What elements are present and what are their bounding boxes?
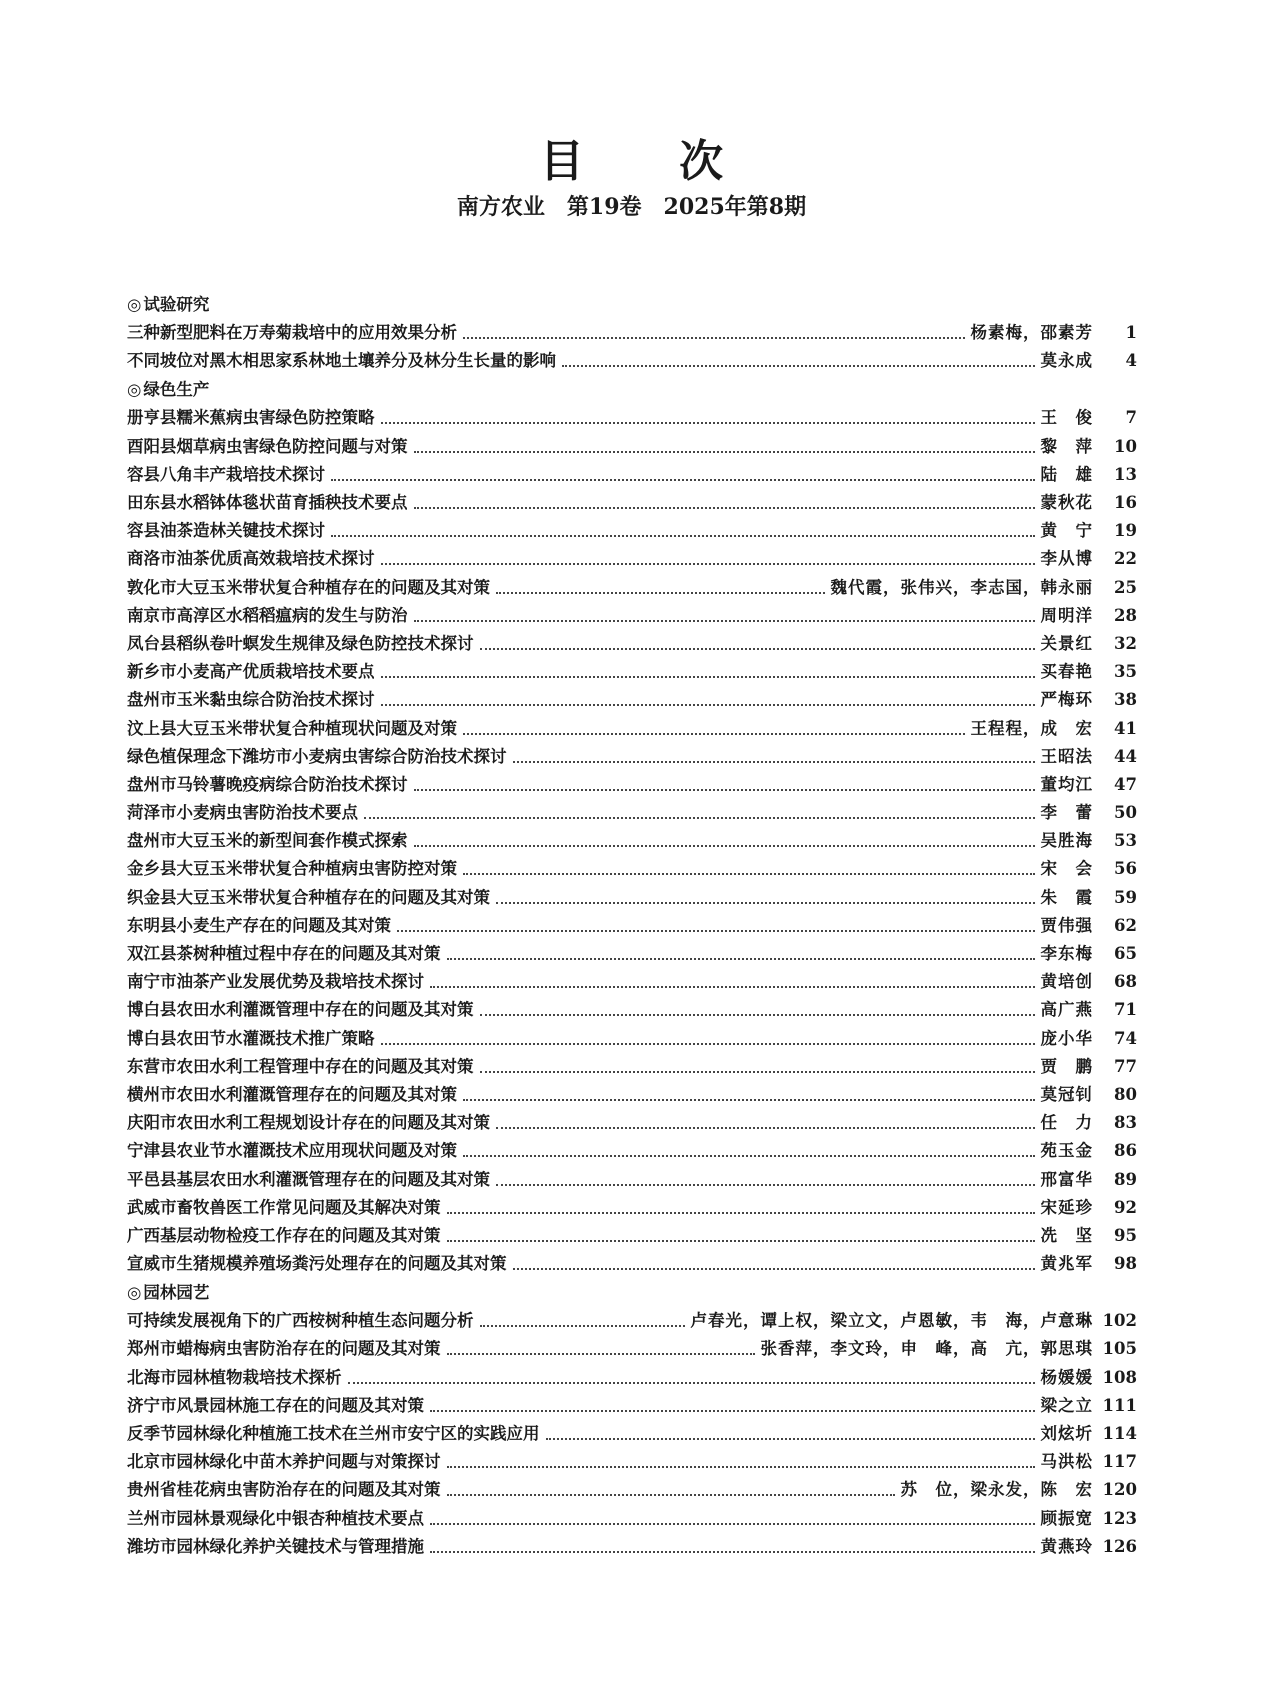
dot-leader	[463, 873, 1035, 875]
article-authors: 杨媛媛	[1040, 1367, 1093, 1387]
dot-leader	[381, 422, 1035, 424]
article-title: 菏泽市小麦病虫害防治技术要点	[127, 803, 358, 823]
article-authors: 黄 宁	[1040, 521, 1093, 541]
article-authors: 魏代霞，张伟兴，李志国，韩永丽	[830, 577, 1093, 597]
article-title: 庆阳市农田水利工程规划设计存在的问题及其对策	[127, 1113, 490, 1133]
page-number: 4	[1125, 351, 1137, 371]
article-authors: 苏 位，梁永发，陈 宏	[900, 1480, 1093, 1500]
article-title: 三种新型肥料在万寿菊栽培中的应用效果分析	[127, 323, 457, 343]
article-authors: 陆 雄	[1040, 464, 1093, 484]
toc-entry[interactable]	[127, 912, 1137, 940]
article-authors: 宋延珍	[1040, 1197, 1093, 1217]
article-authors: 周明洋	[1040, 605, 1093, 625]
table-of-contents	[127, 290, 1137, 1561]
page-number: 89	[1114, 1169, 1137, 1189]
page-number: 105	[1102, 1339, 1137, 1359]
dot-leader	[463, 1099, 1035, 1101]
article-authors: 莫冠钊	[1040, 1084, 1093, 1104]
article-authors: 黎 萍	[1040, 436, 1093, 456]
toc-entry[interactable]	[127, 1505, 1137, 1533]
article-authors: 冼 坚	[1040, 1225, 1093, 1245]
dot-leader	[397, 930, 1035, 932]
article-title: 北京市园林绿化中苗木养护问题与对策探讨	[127, 1452, 441, 1472]
page-number: 59	[1114, 887, 1137, 907]
toc-entry[interactable]	[127, 771, 1137, 799]
article-title: 容县油茶造林关键技术探讨	[127, 521, 325, 541]
toc-entry[interactable]	[127, 1420, 1137, 1448]
page-number: 80	[1114, 1084, 1137, 1104]
page-number: 71	[1114, 1000, 1137, 1020]
dot-leader	[480, 1325, 685, 1327]
article-authors: 黄培创	[1040, 972, 1093, 992]
dot-leader	[463, 733, 965, 735]
page-number: 16	[1114, 493, 1137, 513]
page-number: 56	[1114, 859, 1137, 879]
article-title: 新乡市小麦高产优质栽培技术要点	[127, 662, 375, 682]
toc-entry[interactable]	[127, 1335, 1137, 1363]
article-authors: 庞小华	[1040, 1028, 1093, 1048]
dot-leader	[430, 1551, 1035, 1553]
toc-entry[interactable]	[127, 319, 1137, 347]
dot-leader	[331, 535, 1035, 537]
dot-leader	[496, 902, 1035, 904]
toc-entry[interactable]	[127, 996, 1137, 1024]
article-title: 绿色植保理念下潍坊市小麦病虫害综合防治技术探讨	[127, 746, 507, 766]
section-marker-icon: ◎	[127, 380, 142, 400]
toc-entry[interactable]	[127, 1194, 1137, 1222]
toc-entry[interactable]	[127, 1448, 1137, 1476]
article-authors: 蒙秋花	[1040, 493, 1093, 513]
article-title: 贵州省桂花病虫害防治存在的问题及其对策	[127, 1480, 441, 1500]
article-authors: 严梅环	[1040, 690, 1093, 710]
article-title: 盘州市玉米黏虫综合防治技术探讨	[127, 690, 375, 710]
article-authors: 王 俊	[1040, 408, 1093, 428]
dot-leader	[513, 1268, 1035, 1270]
dot-leader	[381, 704, 1035, 706]
dot-leader	[496, 592, 825, 594]
toc-entry[interactable]	[127, 827, 1137, 855]
article-title: 平邑县基层农田水利灌溉管理存在的问题及其对策	[127, 1169, 490, 1189]
article-authors: 顾振宽	[1040, 1508, 1093, 1528]
dot-leader	[414, 845, 1035, 847]
section-heading-label: 绿色生产	[143, 380, 210, 400]
toc-entry[interactable]	[127, 1307, 1137, 1335]
article-title: 容县八角丰产栽培技术探讨	[127, 464, 325, 484]
article-title: 北海市园林植物栽培技术探析	[127, 1367, 342, 1387]
article-title: 武威市畜牧兽医工作常见问题及其解决对策	[127, 1197, 441, 1217]
page-number: 111	[1102, 1395, 1137, 1415]
toc-entry[interactable]	[127, 1476, 1137, 1504]
article-authors: 梁之立	[1040, 1395, 1093, 1415]
article-authors: 朱 霞	[1040, 887, 1093, 907]
page-number: 44	[1114, 746, 1137, 766]
article-authors: 李 蕾	[1040, 803, 1093, 823]
page-number: 62	[1114, 915, 1137, 935]
dot-leader	[480, 648, 1035, 650]
article-title: 宣威市生猪规模养殖场粪污处理存在的问题及其对策	[127, 1254, 507, 1274]
dot-leader	[447, 958, 1035, 960]
dot-leader	[447, 1494, 895, 1496]
dot-leader	[447, 1353, 755, 1355]
article-title: 济宁市风景园林施工存在的问题及其对策	[127, 1395, 424, 1415]
page-number: 50	[1114, 803, 1137, 823]
dot-leader	[447, 1466, 1035, 1468]
article-title: 兰州市园林景观绿化中银杏种植技术要点	[127, 1508, 424, 1528]
toc-entry[interactable]	[127, 574, 1137, 602]
dot-leader	[496, 1127, 1035, 1129]
page-number: 25	[1114, 577, 1137, 597]
article-authors: 王程程，成 宏	[970, 718, 1093, 738]
toc-entry[interactable]	[127, 461, 1137, 489]
article-title: 织金县大豆玉米带状复合种植存在的问题及其对策	[127, 887, 490, 907]
page-number: 98	[1114, 1254, 1137, 1274]
dot-leader	[381, 563, 1035, 565]
article-authors: 马洪松	[1040, 1452, 1093, 1472]
article-title: 博白县农田水利灌溉管理中存在的问题及其对策	[127, 1000, 474, 1020]
section-marker-icon: ◎	[127, 1283, 142, 1303]
section-heading	[127, 291, 1137, 319]
dot-leader	[348, 1382, 1035, 1384]
article-authors: 李从博	[1040, 549, 1093, 569]
page-number: 19	[1114, 521, 1137, 541]
dot-leader	[447, 1240, 1035, 1242]
page-number: 126	[1102, 1536, 1137, 1556]
article-authors: 邢富华	[1040, 1169, 1093, 1189]
article-title: 盘州市马铃薯晚疫病综合防治技术探讨	[127, 774, 408, 794]
page-number: 123	[1102, 1508, 1137, 1528]
toc-entry[interactable]	[127, 1081, 1137, 1109]
article-title: 反季节园林绿化种植施工技术在兰州市安宁区的实践应用	[127, 1424, 540, 1444]
page-number: 7	[1125, 408, 1137, 428]
toc-entry[interactable]	[127, 1053, 1137, 1081]
page-number: 13	[1114, 464, 1137, 484]
page-number: 10	[1114, 436, 1137, 456]
page-number: 28	[1114, 605, 1137, 625]
article-title: 广西基层动物检疫工作存在的问题及其对策	[127, 1225, 441, 1245]
article-title: 凤台县稻纵卷叶螟发生规律及绿色防控技术探讨	[127, 633, 474, 653]
article-title: 东营市农田水利工程管理中存在的问题及其对策	[127, 1056, 474, 1076]
dot-leader	[381, 1043, 1035, 1045]
toc-entry[interactable]	[127, 347, 1137, 375]
article-title: 双江县茶树种植过程中存在的问题及其对策	[127, 944, 441, 964]
article-authors: 王昭法	[1040, 746, 1093, 766]
article-authors: 董均江	[1040, 774, 1093, 794]
toc-entry[interactable]	[127, 1364, 1137, 1392]
toc-entry[interactable]	[127, 1165, 1137, 1193]
toc-entry[interactable]	[127, 743, 1137, 771]
dot-leader	[513, 761, 1035, 763]
section-heading-label: 园林园艺	[143, 1283, 210, 1303]
dot-leader	[414, 789, 1035, 791]
toc-entry[interactable]	[127, 1137, 1137, 1165]
toc-entry[interactable]	[127, 1392, 1137, 1420]
section-heading	[127, 376, 1137, 404]
article-authors: 张香萍，李文玲，申 峰，高 亢，郭思琪	[760, 1339, 1093, 1359]
dot-leader	[414, 620, 1035, 622]
page-number: 22	[1114, 549, 1137, 569]
article-authors: 苑玉金	[1040, 1141, 1093, 1161]
article-authors: 卢春光，谭上权，梁立文，卢恩敏，韦 海，卢意琳	[690, 1311, 1093, 1331]
page-number: 53	[1114, 831, 1137, 851]
article-title: 敦化市大豆玉米带状复合种植存在的问题及其对策	[127, 577, 490, 597]
page-number: 117	[1102, 1452, 1137, 1472]
article-title: 金乡县大豆玉米带状复合种植病虫害防控对策	[127, 859, 457, 879]
page-number: 74	[1114, 1028, 1137, 1048]
toc-entry[interactable]	[127, 714, 1137, 742]
dot-leader	[480, 1014, 1035, 1016]
section-heading	[127, 1279, 1137, 1307]
journal-issue-subtitle: 南方农业 第19卷 2025年第8期	[456, 194, 807, 220]
page-number: 1	[1125, 323, 1137, 343]
article-title: 可持续发展视角下的广西桉树种植生态问题分析	[127, 1311, 474, 1331]
dot-leader	[364, 817, 1035, 819]
page-number: 68	[1114, 972, 1137, 992]
article-title: 东明县小麦生产存在的问题及其对策	[127, 915, 391, 935]
page-number: 108	[1102, 1367, 1137, 1387]
toc-entry[interactable]	[127, 602, 1137, 630]
article-title: 册亨县糯米蕉病虫害绿色防控策略	[127, 408, 375, 428]
article-authors: 黄燕玲	[1040, 1536, 1093, 1556]
dot-leader	[414, 451, 1035, 453]
dot-leader	[463, 337, 965, 339]
article-authors: 黄兆军	[1040, 1254, 1093, 1274]
article-authors: 高广燕	[1040, 1000, 1093, 1020]
dot-leader	[430, 1410, 1035, 1412]
article-title: 南宁市油茶产业发展优势及栽培技术探讨	[127, 972, 424, 992]
dot-leader	[381, 676, 1035, 678]
toc-entry[interactable]	[127, 404, 1137, 432]
dot-leader	[562, 365, 1035, 367]
article-title: 南京市高淳区水稻稻瘟病的发生与防治	[127, 605, 408, 625]
page-number: 47	[1114, 774, 1137, 794]
dot-leader	[430, 986, 1035, 988]
toc-entry[interactable]	[127, 630, 1137, 658]
article-title: 潍坊市园林绿化养护关键技术与管理措施	[127, 1536, 424, 1556]
article-authors: 贾 鹏	[1040, 1056, 1093, 1076]
toc-entry[interactable]	[127, 799, 1137, 827]
article-title: 酉阳县烟草病虫害绿色防控问题与对策	[127, 436, 408, 456]
article-title: 郑州市蜡梅病虫害防治存在的问题及其对策	[127, 1339, 441, 1359]
article-authors: 刘炫圻	[1040, 1424, 1093, 1444]
section-marker-icon: ◎	[127, 295, 142, 314]
dot-leader	[546, 1438, 1035, 1440]
dot-leader	[496, 1184, 1035, 1186]
section-heading-label: 试验研究	[143, 295, 210, 314]
article-title: 田东县水稻钵体毯状苗育插秧技术要点	[127, 493, 408, 513]
page-number: 95	[1114, 1225, 1137, 1245]
toc-entry[interactable]	[127, 658, 1137, 686]
dot-leader	[480, 1071, 1035, 1073]
toc-entry[interactable]	[127, 545, 1137, 573]
page-number: 120	[1102, 1480, 1137, 1500]
page-number: 83	[1114, 1113, 1137, 1133]
article-authors: 李东梅	[1040, 944, 1093, 964]
article-authors: 杨素梅，邵素芳	[970, 323, 1093, 343]
page-number: 92	[1114, 1197, 1137, 1217]
article-title: 盘州市大豆玉米的新型间套作模式探索	[127, 831, 408, 851]
dot-leader	[463, 1155, 1035, 1157]
toc-entry[interactable]	[127, 884, 1137, 912]
toc-entry[interactable]	[127, 1533, 1137, 1561]
toc-entry[interactable]	[127, 968, 1137, 996]
toc-entry[interactable]	[127, 489, 1137, 517]
article-title: 汶上县大豆玉米带状复合种植现状问题及对策	[127, 718, 457, 738]
toc-entry[interactable]	[127, 433, 1137, 461]
toc-entry[interactable]	[127, 855, 1137, 883]
article-authors: 买春艳	[1040, 662, 1093, 682]
toc-entry[interactable]	[127, 1025, 1137, 1053]
article-authors: 贾伟强	[1040, 915, 1093, 935]
article-authors: 关景红	[1040, 633, 1093, 653]
dot-leader	[430, 1523, 1035, 1525]
article-title: 横州市农田水利灌溉管理存在的问题及其对策	[127, 1084, 457, 1104]
page-number: 86	[1114, 1141, 1137, 1161]
page-number: 102	[1102, 1311, 1137, 1331]
article-authors: 任 力	[1040, 1113, 1093, 1133]
toc-entry[interactable]	[127, 686, 1137, 714]
toc-entry[interactable]	[127, 940, 1137, 968]
toc-entry[interactable]	[127, 1250, 1137, 1278]
article-title: 不同坡位对黑木相思家系林地土壤养分及林分生长量的影响	[127, 351, 556, 371]
page-number: 35	[1114, 662, 1137, 682]
page-number: 77	[1114, 1056, 1137, 1076]
page-number: 114	[1102, 1424, 1137, 1444]
page-title: 目 次	[539, 136, 764, 187]
page-number: 41	[1114, 718, 1137, 738]
page-number: 65	[1114, 944, 1137, 964]
page-number: 32	[1114, 633, 1137, 653]
dot-leader	[447, 1212, 1035, 1214]
article-title: 宁津县农业节水灌溉技术应用现状问题及对策	[127, 1141, 457, 1161]
article-title: 博白县农田节水灌溉技术推广策略	[127, 1028, 375, 1048]
article-authors: 宋 会	[1040, 859, 1093, 879]
page-number: 38	[1114, 690, 1137, 710]
toc-entry[interactable]	[127, 517, 1137, 545]
article-authors: 莫永成	[1040, 351, 1093, 371]
dot-leader	[331, 479, 1035, 481]
toc-entry[interactable]	[127, 1109, 1137, 1137]
dot-leader	[414, 507, 1035, 509]
article-authors: 吴胜海	[1040, 831, 1093, 851]
article-title: 商洛市油茶优质高效栽培技术探讨	[127, 549, 375, 569]
toc-entry[interactable]	[127, 1222, 1137, 1250]
